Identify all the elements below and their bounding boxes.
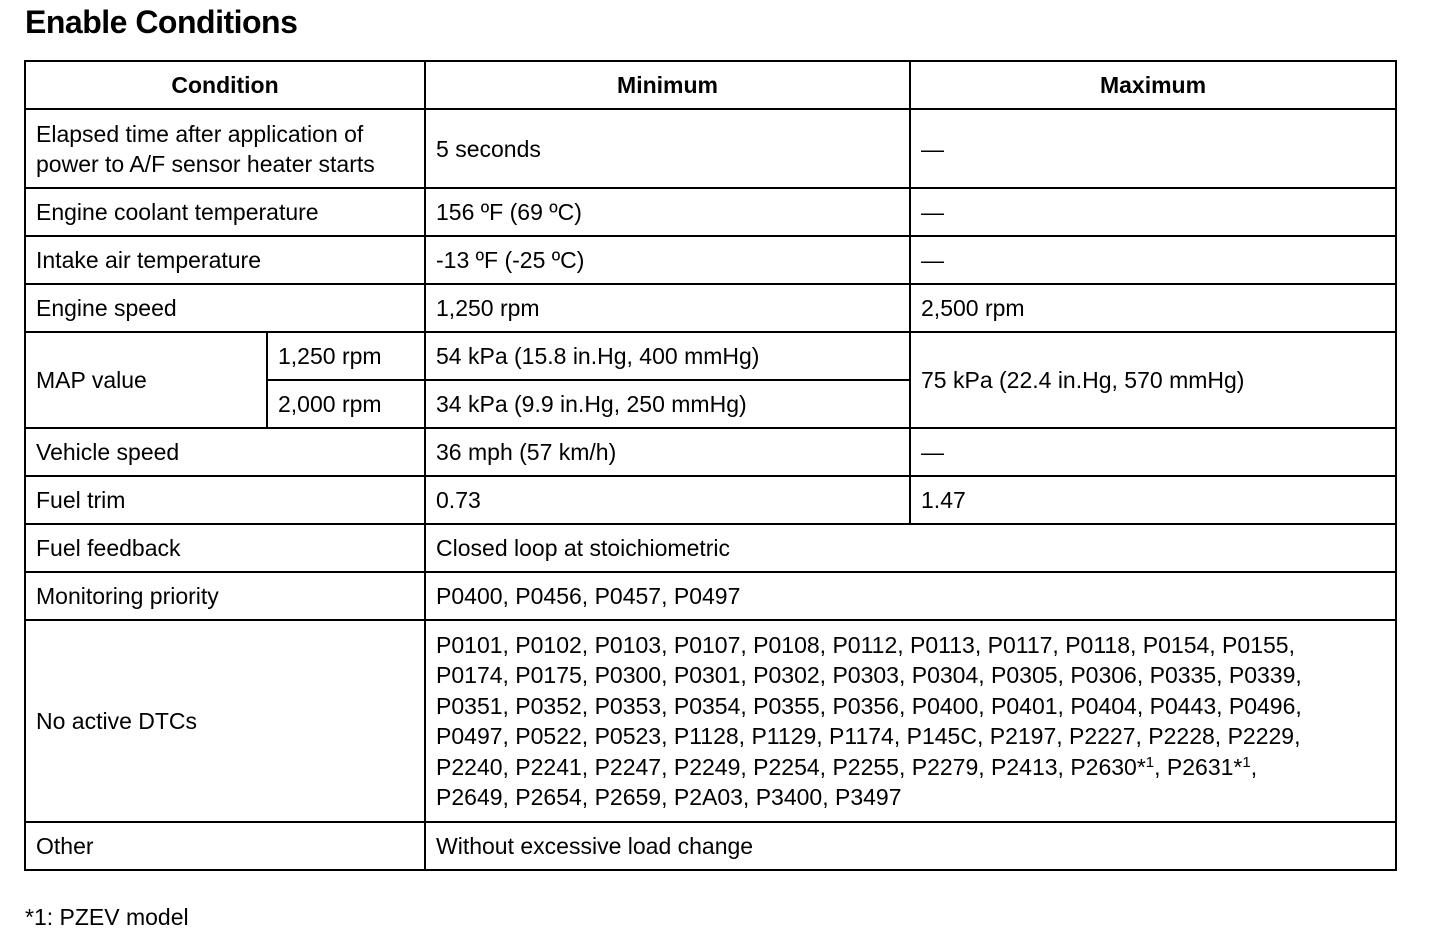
dtc-text: P2240, P2241, P2247, P2249, P2254, P2255, P2279, P2413, P2630* bbox=[436, 753, 1146, 780]
footnote-marker: 1 bbox=[1145, 753, 1155, 771]
maximum-cell: 1.47 bbox=[910, 476, 1396, 524]
maximum-cell: 75 kPa (22.4 in.Hg, 570 mmHg) bbox=[910, 332, 1396, 428]
maximum-cell: 2,500 rpm bbox=[910, 284, 1396, 332]
table-row-other bbox=[25, 822, 1396, 870]
maximum-cell: — bbox=[910, 188, 1396, 236]
minimum-cell: 36 mph (57 km/h) bbox=[425, 428, 910, 476]
maximum-cell: — bbox=[910, 428, 1396, 476]
condition-cell: Monitoring priority bbox=[25, 572, 425, 620]
minimum-cell: 34 kPa (9.9 in.Hg, 250 mmHg) bbox=[425, 380, 910, 428]
minimum-cell: 54 kPa (15.8 in.Hg, 400 mmHg) bbox=[425, 332, 910, 380]
table-row-fuel-feedback bbox=[25, 524, 1396, 572]
condition-cell: Other bbox=[25, 822, 425, 870]
dtc-line: P0497, P0522, P0523, P1128, P1129, P1174, P145C, P2197, P2227, P2228, P2229, bbox=[436, 723, 1301, 749]
maximum-cell: — bbox=[910, 236, 1396, 284]
value-cell: P0400, P0456, P0457, P0497 bbox=[425, 572, 1396, 620]
minimum-cell: 156 ºF (69 ºC) bbox=[425, 188, 910, 236]
header-maximum: Maximum bbox=[910, 61, 1396, 109]
condition-cell: MAP value bbox=[25, 332, 267, 428]
dtc-line: P2649, P2654, P2659, P2A03, P3400, P3497 bbox=[436, 784, 902, 810]
minimum-cell: 1,250 rpm bbox=[425, 284, 910, 332]
value-cell: Without excessive load change bbox=[425, 822, 1396, 870]
dtc-line-with-footnotes bbox=[436, 752, 1385, 783]
dtc-line: P0174, P0175, P0300, P0301, P0302, P0303, P0304, P0305, P0306, P0335, P0339, bbox=[436, 662, 1302, 688]
condition-cell: Fuel trim bbox=[25, 476, 425, 524]
dtc-list-cell bbox=[425, 620, 1396, 822]
page-title: Enable Conditions bbox=[25, 4, 298, 40]
condition-cell: Elapsed time after application of power to A/F sensor heater starts bbox=[25, 109, 425, 188]
table-row-coolant-temp bbox=[25, 188, 1396, 236]
table-row-engine-speed bbox=[25, 284, 1396, 332]
header-minimum: Minimum bbox=[425, 61, 910, 109]
minimum-cell: -13 ºF (-25 ºC) bbox=[425, 236, 910, 284]
enable-conditions-table bbox=[24, 60, 1397, 871]
table-row-map-value-1250 bbox=[25, 332, 1396, 380]
condition-cell: Vehicle speed bbox=[25, 428, 425, 476]
table-row-intake-air-temp bbox=[25, 236, 1396, 284]
table-row-fuel-trim bbox=[25, 476, 1396, 524]
condition-cell: Engine coolant temperature bbox=[25, 188, 425, 236]
condition-cell: Engine speed bbox=[25, 284, 425, 332]
minimum-cell: 0.73 bbox=[425, 476, 910, 524]
table-row-no-active-dtcs bbox=[25, 620, 1396, 822]
dtc-line: P0101, P0102, P0103, P0107, P0108, P0112, P0113, P0117, P0118, P0154, P0155, bbox=[436, 631, 1295, 658]
dtc-text: , P2631* bbox=[1154, 753, 1243, 780]
condition-cell: Fuel feedback bbox=[25, 524, 425, 572]
dtc-line: P0351, P0352, P0353, P0354, P0355, P0356, P0400, P0401, P0404, P0443, P0496, bbox=[436, 692, 1302, 719]
dtc-text: , bbox=[1250, 753, 1258, 780]
table-row-vehicle-speed bbox=[25, 428, 1396, 476]
sub-condition-cell: 2,000 rpm bbox=[267, 380, 425, 428]
table-row-elapsed-time bbox=[25, 109, 1396, 188]
value-cell: Closed loop at stoichiometric bbox=[425, 524, 1396, 572]
minimum-cell: 5 seconds bbox=[425, 109, 910, 188]
header-condition: Condition bbox=[25, 61, 425, 109]
table-row-monitoring-priority bbox=[25, 572, 1396, 620]
condition-cell: Intake air temperature bbox=[25, 236, 425, 284]
sub-condition-cell: 1,250 rpm bbox=[267, 332, 425, 380]
footnote: *1: PZEV model bbox=[25, 904, 189, 930]
table-header-row bbox=[25, 61, 1396, 109]
footnote-marker: 1 bbox=[1242, 753, 1251, 771]
maximum-cell: — bbox=[910, 109, 1396, 188]
condition-cell: No active DTCs bbox=[25, 620, 425, 822]
